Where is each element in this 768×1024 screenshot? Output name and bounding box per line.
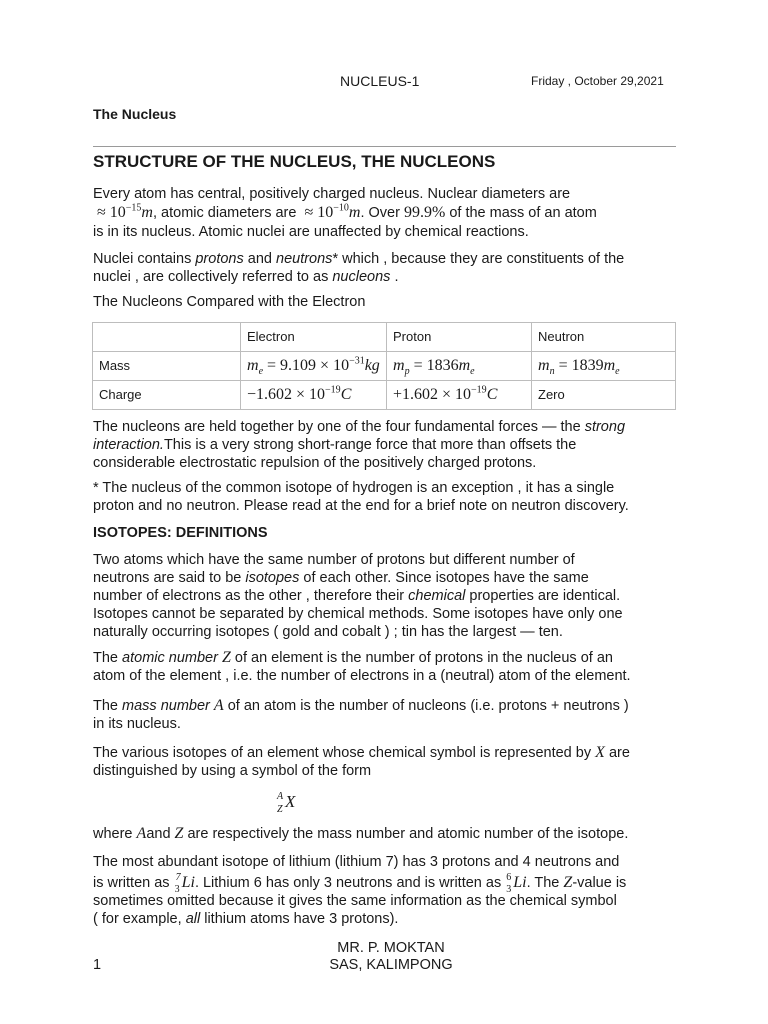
table-header-row xyxy=(93,323,676,352)
nuclear-diameter-math: ≈ $10^{-15}m$ xyxy=(93,202,153,221)
row-label-charge: Charge xyxy=(93,381,241,410)
paragraph-atomic-number: The atomic number Z of an element is the number of protons in the nucleus of an atom of the element , i.e. the number of electrons in a (neutral) atom of the element. xyxy=(93,649,631,684)
table-caption: The Nucleons Compared with the Electron xyxy=(93,294,366,310)
atomic-diameter-math: ≈ $10^{-10}m$ xyxy=(300,202,361,221)
table-row xyxy=(93,352,676,381)
lithium-7-symbol: 7 3 xyxy=(174,872,181,895)
mass-fraction-math: 99.9% xyxy=(403,204,446,221)
heading-divider xyxy=(93,146,676,147)
neutron-mass: $m_n = 1839m_e$ xyxy=(532,352,676,381)
paragraph-nucleons: Nuclei contains protons and neutrons* which , because they are constituents of the nuclei , are collectively referred to as nucleons . xyxy=(93,251,625,285)
row-label-mass: Mass xyxy=(93,352,241,381)
proton-mass: $m_p = 1836m_e$ xyxy=(387,352,532,381)
paragraph-mass-atomic-explanation: where Aand Z are respectively the mass number and atomic number of the isotope. xyxy=(93,825,629,842)
paragraph-symbol-form: The various isotopes of an element whose chemical symbol is represented by X are distinguished by using a symbol of the form xyxy=(93,744,630,779)
page-number: 1 xyxy=(93,957,102,973)
paragraph-isotopes-definition: Two atoms which have the same number of protons but different number of neutrons are said to be isotopes of each other. Since isotopes have the same number of electrons as the other , therefore their chemical properties are identical. Isotopes cannot be separated by chemical methods. Some isotopes have only one naturally occurring isotopes ( gold and cobalt ) ; tin has the largest — ten. xyxy=(93,552,623,640)
electron-charge: $-1.602 \times 10^{-19}C$ xyxy=(241,381,387,410)
lithium-6-symbol: 6 3 xyxy=(506,872,512,895)
footer-author: MR. P. MOKTAN xyxy=(337,940,445,956)
paragraph-strong-force: The nucleons are held together by one of the four fundamental forces — the strong interaction.This is a very strong short-range force that more than offsets the considerable electrostatic repulsion of the positively charged protons. xyxy=(93,419,626,471)
document-date: Friday , October 29,2021 xyxy=(531,74,664,88)
table-header-cell: Neutron xyxy=(532,323,676,352)
nucleon-comparison-table xyxy=(92,322,676,410)
electron-mass: $m_e = 9.109 \times 10^{-31}kg$ xyxy=(241,352,387,381)
isotopes-heading: ISOTOPES: DEFINITIONS xyxy=(93,525,268,541)
paragraph-nucleus-size: Every atom has central, positively charged nucleus. Nuclear diameters are ≈ $10^{-15}m$, atomic diameters are ≈ $10^{-10}m$. Over 99.9% of the mass of an atom is in its nucleus. Atomic nuclei are unaffected by chemical reactions. xyxy=(93,186,597,240)
table-header-cell: Electron xyxy=(241,323,387,352)
neutron-charge: Zero xyxy=(532,381,676,410)
proton-charge: $+1.602 \times 10^{-19}C$ xyxy=(387,381,532,410)
table-row xyxy=(93,381,676,410)
paragraph-mass-number: The mass number A of an atom is the number of nucleons (i.e. protons + neutrons ) in its nucleus. xyxy=(93,697,629,732)
document-title: NUCLEUS-1 xyxy=(340,73,420,89)
footer-school: SAS, KALIMPONG xyxy=(329,957,453,973)
main-heading: STRUCTURE OF THE NUCLEUS, THE NUCLEONS xyxy=(93,152,496,171)
paragraph-lithium-example: The most abundant isotope of lithium (lithium 7) has 3 protons and 4 neutrons and is written as 7 3 Li. Lithium 6 has only 3 neutrons and is written as 6 3 Li. The Z-value is sometimes omitted because it gives the same information as the chemical symbol ( for example, all lithium atoms have 3 protons). xyxy=(93,854,627,927)
isotope-symbol-formula: A Z X xyxy=(277,791,296,815)
table-header-cell: Proton xyxy=(387,323,532,352)
section-label: The Nucleus xyxy=(93,106,177,122)
table-header-cell xyxy=(93,323,241,352)
paragraph-hydrogen-note: * The nucleus of the common isotope of hydrogen is an exception , it has a single proton and no neutron. Please read at the end for a brief note on neutron discovery. xyxy=(93,480,629,514)
